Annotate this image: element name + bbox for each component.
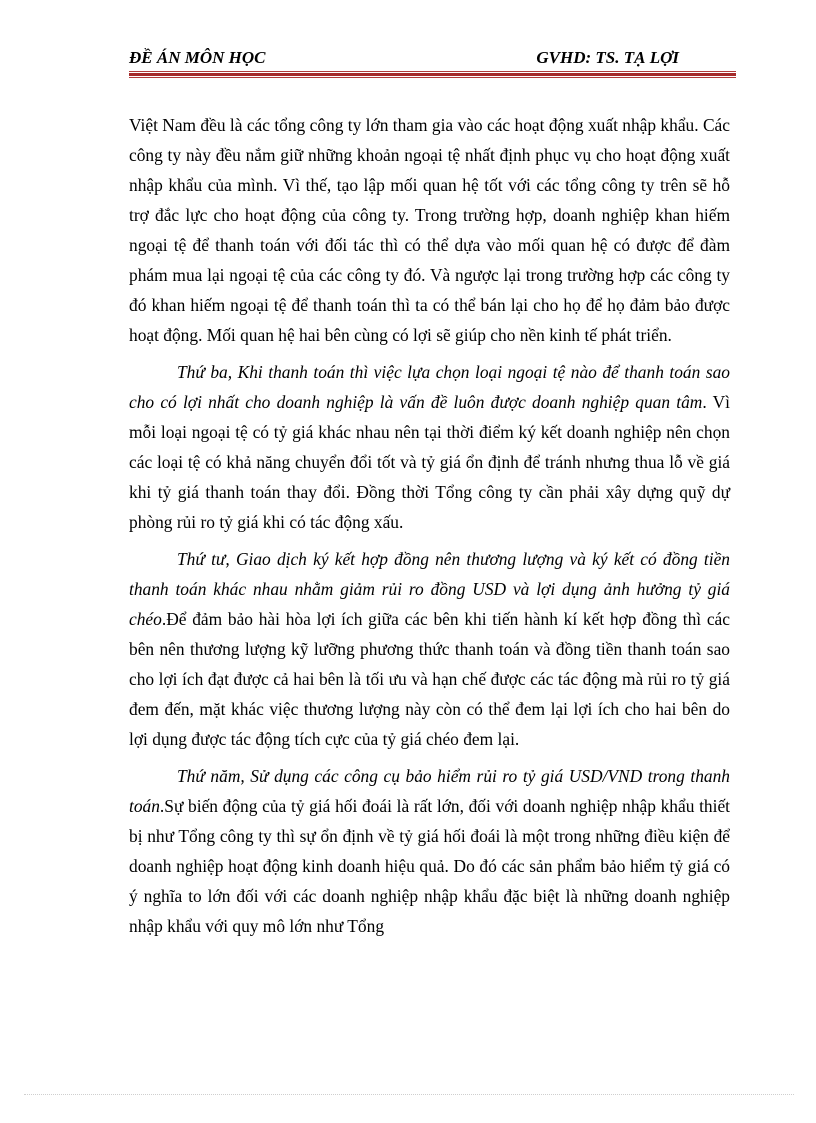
header-rule-top [129,71,736,72]
paragraph-2-text: . Vì mỗi loại ngoại tệ có tỷ giá khác nhau nên tại thời điểm ký kết doanh nghiệp nên chọn các loại tệ có khả năng chuyển đổi tốt và tỷ giá ổn định để tránh nhưng thua lỗ về giá khi tỷ giá thanh toán thay đổi. Đồng thời Tổng công ty cần phải xây dựng quỹ dự phòng rủi ro tỷ giá khi có tác động xấu. [129,392,730,532]
paragraph-1 [129,110,730,350]
page-header [129,48,736,70]
document-body [129,110,730,948]
paragraph-3-text: .Để đảm bảo hài hòa lợi ích giữa các bên khi tiến hành kí kết hợp đồng thì các bên nên thương lượng kỹ lưỡng phương thức thanh toán và đồng tiền thanh toán sao cho lợi ích đạt được cả hai bên là tối ưu và hạn chế được các tác động mà rủi ro tỷ giá đem đến, mặt khác việc thương lượng này còn có thể đem lại lợi ích cho hai bên do lợi dụng được tác động tích cực của tỷ giá chéo đem lại. [129,609,730,749]
paragraph-4-italic: Thứ năm, Sử dụng các công cụ bảo hiểm rủi ro tỷ giá USD/VND trong thanh toán [129,766,730,816]
header-supervisor: GVHD: TS. TẠ LỢI [536,48,679,67]
paragraph-4 [129,761,730,941]
paragraph-1-text: Việt Nam đều là các tổng công ty lớn tham gia vào các hoạt động xuất nhập khẩu. Các công ty này đều nắm giữ những khoản ngoại tệ nhất định phục vụ cho hoạt động xuất nhập khẩu của mình. Vì thế, tạo lập mối quan hệ tốt với các tổng công ty trên sẽ hỗ trợ đắc lực cho hoạt động của công ty. Trong trường hợp, doanh nghiệp khan hiếm ngoại tệ để thanh toán với đối tác thì có thể dựa vào mối quan hệ có được để đàm phám mua lại ngoại tệ của các công ty đó. Và ngược lại trong trường hợp các công ty đó khan hiếm ngoại tệ để thanh toán thì ta có thể bán lại cho họ để họ đảm bảo được hoạt động. Mối quan hệ hai bên cùng có lợi sẽ giúp cho nền kinh tế phát triển. [129,115,730,345]
paragraph-3 [129,544,730,754]
header-rule-bottom [129,77,736,78]
header-course-title: ĐỀ ÁN MÔN HỌC [129,48,266,67]
paragraph-4-text: .Sự biến động của tỷ giá hối đoái là rất lớn, đối với doanh nghiệp nhập khẩu thiết bị như Tổng công ty thì sự ổn định về tỷ giá hối đoái là một trong những điều kiện để doanh nghiệp hoạt động kinh doanh hiệu quả. Do đó các sản phẩm bảo hiểm tỷ giá có ý nghĩa to lớn đối với các doanh nghiệp nhập khẩu đặc biệt là những doanh nghiệp nhập khẩu với quy mô lớn như Tổng [129,796,730,936]
footer-dotted-line [24,1094,794,1095]
paragraph-2 [129,357,730,537]
header-rule-thick [129,73,736,76]
paragraph-2-italic: Thứ ba, Khi thanh toán thì việc lựa chọn loại ngoại tệ nào để thanh toán sao cho có lợi nhất cho doanh nghiệp là vấn đề luôn được doanh nghiệp quan tâm [129,362,730,412]
paragraph-3-italic: Thứ tư, Giao dịch ký kết hợp đồng nên thương lượng và ký kết có đồng tiền thanh toán khác nhau nhằm giảm rủi ro đồng USD và lợi dụng ảnh hưởng tỷ giá chéo [129,549,730,629]
